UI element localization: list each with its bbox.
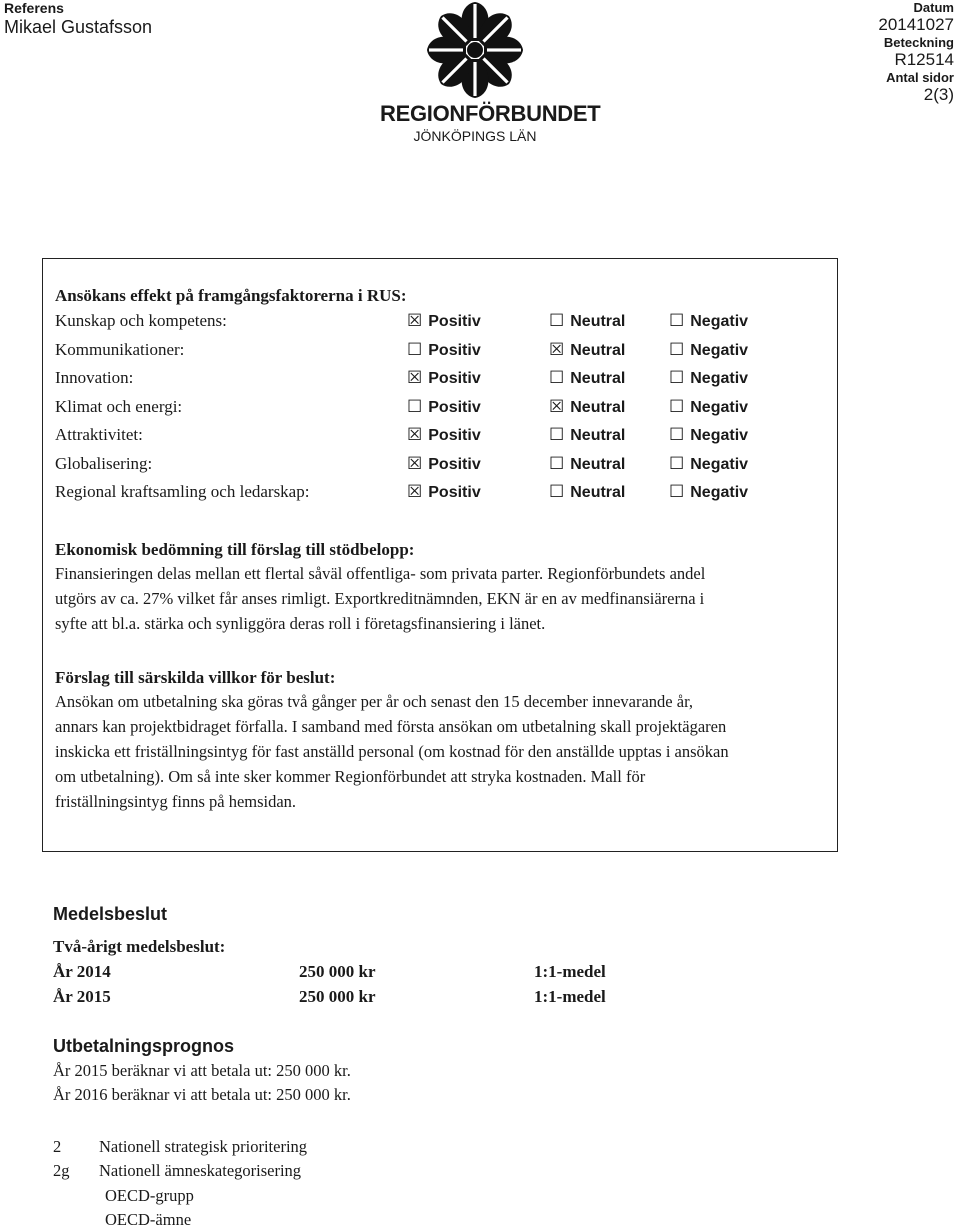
checkbox-option-negativ[interactable] [669,340,748,360]
vill-title: Förslag till särskilda villkor för beslut: [55,668,336,687]
criteria-row [55,307,829,336]
option-label: Neutral [570,370,626,387]
checkbox-option-positiv[interactable] [407,425,481,445]
checked-box-icon: ☒ [407,425,423,444]
header-referens [4,0,152,38]
beteckning-label: Beteckning [883,35,954,50]
unchecked-box-icon: ☐ [669,396,685,416]
option-label: Positiv [428,484,481,501]
checkbox-option-neutral[interactable] [549,482,625,502]
medelsbeslut-sub: Två-årigt medelsbeslut: [53,937,226,956]
footer-row [53,1161,453,1183]
criteria-label: Klimat och energi: [55,396,183,416]
checkbox-option-positiv[interactable] [407,311,481,331]
checkbox-option-negativ[interactable] [669,425,748,445]
checkbox-option-positiv[interactable] [407,340,481,360]
medelsbeslut-heading: Medelsbeslut [53,904,168,924]
medel-amount: 250 000 kr [299,987,376,1006]
org-name: REGIONFÖRBUNDET [380,101,601,126]
option-label: Positiv [428,455,481,473]
checked-box-icon: ☒ [407,311,423,330]
checked-box-icon: ☒ [549,396,565,416]
footer-row [53,1186,453,1208]
criteria-label: Attraktivitet: [55,425,143,444]
checkbox-option-neutral[interactable] [549,311,625,331]
special-conditions [55,667,829,814]
unchecked-box-icon: ☐ [549,425,565,444]
criteria-label: Kunskap och kompetens: [55,311,227,330]
unchecked-box-icon: ☐ [669,311,685,330]
criteria-row [55,364,829,393]
unchecked-box-icon: ☐ [549,453,565,473]
unchecked-box-icon: ☐ [549,311,565,330]
vill-line: friställningsintyg finns på hemsidan. [55,792,297,811]
footer-text: OECD-grupp [105,1186,194,1205]
unchecked-box-icon: ☐ [669,368,685,387]
option-label: Positiv [428,398,481,416]
unchecked-box-icon: ☐ [407,339,423,359]
unchecked-box-icon: ☐ [549,482,565,501]
antal-sidor-label: Antal sidor [886,70,954,85]
option-label: Negativ [690,313,749,330]
criteria-label: Regional kraftsamling och ledarskap: [55,482,310,501]
criteria-row [55,421,829,450]
option-label: Neutral [570,484,626,501]
datum-label: Datum [913,0,954,15]
option-label: Negativ [690,427,749,444]
org-sub: JÖNKÖPINGS LÄN [413,128,537,144]
eco-line: Finansieringen delas mellan ett flertal såväl offentliga- som privata parter. Regionförbundets andel [55,564,706,583]
checkbox-option-neutral[interactable] [549,397,625,417]
footer-row [53,1137,453,1159]
criteria-row [55,393,829,422]
checkbox-option-positiv[interactable] [407,482,481,502]
option-label: Positiv [428,370,481,387]
checkbox-option-negativ[interactable] [669,311,748,331]
utbetalning-line: År 2016 beräknar vi att betala ut: 250 000 kr. [53,1085,351,1104]
organisation-logo [380,0,601,144]
checkbox-option-neutral[interactable] [549,454,625,474]
checked-box-icon: ☒ [407,368,423,387]
header-meta [878,0,954,105]
option-label: Positiv [428,341,481,359]
footer-code: 2 [53,1137,62,1156]
unchecked-box-icon: ☐ [669,453,685,473]
checkbox-option-positiv[interactable] [407,368,481,388]
option-label: Neutral [570,427,626,444]
antal-sidor-value: 2(3) [923,85,954,104]
unchecked-box-icon: ☐ [669,339,685,359]
utbetalning-line: År 2015 beräknar vi att betala ut: 250 000 kr. [53,1061,351,1080]
footer-text: Nationell ämneskategorisering [99,1161,302,1180]
medel-row [53,987,673,1011]
utbetalning-heading: Utbetalningsprognos [53,1036,234,1056]
criteria-list [55,307,829,507]
criteria-label: Innovation: [55,368,134,387]
eco-line: utgörs av ca. 27% vilket får anses rimligt. Exportkreditnämnden, EKN är en av medfinansiärerna i [55,589,705,608]
checkbox-option-negativ[interactable] [669,454,748,474]
option-label: Positiv [428,427,481,444]
beteckning-value: R12514 [894,50,954,69]
medel-year: År 2015 [53,987,111,1006]
medel-row [53,962,673,986]
vill-line: inskicka ett friställningsintyg för fast anställd personal (om kostnad för den anställde upptas i ansökan [55,742,729,761]
medel-amount: 250 000 kr [299,962,376,981]
medel-year: År 2014 [53,962,111,981]
referens-label: Referens [4,0,64,16]
unchecked-box-icon: ☐ [407,396,423,416]
economic-assessment [55,539,829,636]
medel-type: 1:1-medel [534,987,606,1006]
checked-box-icon: ☒ [549,339,565,359]
vill-line: annars kan projektbidraget förfalla. I samband med första ansökan om utbetalning skall projektägaren [55,717,727,736]
option-label: Neutral [570,341,626,359]
option-label: Neutral [570,313,626,330]
checkbox-option-positiv[interactable] [407,454,481,474]
criteria-label: Globalisering: [55,453,153,473]
criteria-row [55,450,829,479]
option-label: Negativ [690,370,749,387]
footer-code: 2g [53,1161,70,1180]
eco-title: Ekonomisk bedömning till förslag till stödbelopp: [55,540,415,559]
assessment-box [42,258,838,852]
footer-text: Nationell strategisk prioritering [99,1137,308,1156]
flower-logo-icon [425,0,525,100]
option-label: Negativ [690,455,749,473]
unchecked-box-icon: ☐ [669,482,685,501]
checked-box-icon: ☒ [407,482,423,501]
medel-type: 1:1-medel [534,962,606,981]
checkbox-option-negativ[interactable] [669,482,748,502]
unchecked-box-icon: ☐ [549,368,565,387]
checkbox-option-negativ[interactable] [669,368,748,388]
criteria-row [55,336,829,365]
checkbox-option-negativ[interactable] [669,397,748,417]
checkbox-option-positiv[interactable] [407,397,481,417]
criteria-section [55,285,829,507]
criteria-title: Ansökans effekt på framgångsfaktorerna i RUS: [55,286,407,305]
checked-box-icon: ☒ [407,453,423,473]
referens-value: Mikael Gustafsson [4,17,153,37]
checkbox-option-neutral[interactable] [549,368,625,388]
criteria-row [55,478,829,507]
option-label: Neutral [570,455,626,473]
vill-line: Ansökan om utbetalning ska göras två gånger per år och senast den 15 december innevarande år, [55,692,694,711]
unchecked-box-icon: ☐ [669,425,685,444]
footer-row [53,1210,453,1232]
footer-text: OECD-ämne [105,1210,192,1229]
eco-line: syfte att bl.a. stärka och synliggöra deras roll i företagsfinansiering i länet. [55,614,546,633]
option-label: Positiv [428,313,481,330]
checkbox-option-neutral[interactable] [549,340,625,360]
option-label: Negativ [690,484,749,501]
checkbox-option-neutral[interactable] [549,425,625,445]
option-label: Negativ [690,398,749,416]
option-label: Neutral [570,398,626,416]
datum-value: 20141027 [878,15,954,34]
option-label: Negativ [690,341,749,359]
vill-line: om utbetalning). Om så inte sker kommer Regionförbundet att stryka kostnaden. Mall för [55,767,646,786]
criteria-label: Kommunikationer: [55,339,185,359]
